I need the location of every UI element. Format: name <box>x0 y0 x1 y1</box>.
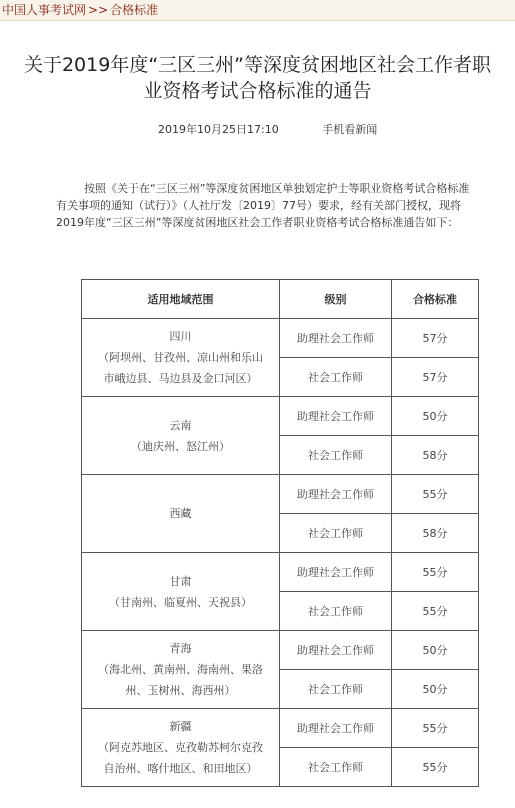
level-cell: 社会工作师 <box>280 592 392 631</box>
region-name: 四川 <box>169 330 192 343</box>
header-score: 合格标准 <box>392 280 479 319</box>
score-cell: 58分 <box>392 514 479 553</box>
level-cell: 助理社会工作师 <box>280 319 392 358</box>
region-cell <box>82 553 280 631</box>
breadcrumb-divider <box>0 20 515 21</box>
page-title: 关于2019年度“三区三州”等深度贫困地区社会工作者职业资格考试合格标准的通告 <box>23 54 492 102</box>
score-cell: 50分 <box>392 670 479 709</box>
article-paragraph: 按照《关于在“三区三州”等深度贫困地区单独划定护士等职业资格考试合格标准有关事项的通知（试行）》（人社厅发〔2019〕77号）要求，经有关部门授权，现将2019年度“三区三州”等深度贫困地区社会工作者职业资格考试合格标准通告如下： <box>56 182 470 229</box>
region-detail: （迪庆州、怒江州） <box>131 439 230 453</box>
region-name: 甘肃 <box>169 574 192 588</box>
region-cell <box>82 397 280 475</box>
level-cell: 社会工作师 <box>280 514 392 553</box>
score-cell: 55分 <box>392 592 479 631</box>
region-detail: （阿坝州、甘孜州、凉山州和乐山市峨边县、马边县及金口河区） <box>98 351 263 385</box>
header-region: 适用地域范围 <box>82 280 280 319</box>
table-row <box>82 631 479 670</box>
score-cell: 57分 <box>392 358 479 397</box>
score-cell: 55分 <box>392 475 479 514</box>
breadcrumb-home-link[interactable]: 中国人事考试网 <box>2 3 87 17</box>
level-cell: 助理社会工作师 <box>280 631 392 670</box>
region-cell <box>82 709 280 787</box>
header-level: 级别 <box>280 280 392 319</box>
level-cell: 助理社会工作师 <box>280 475 392 514</box>
standards-table <box>81 279 479 787</box>
publish-date: 2019年10月25日17:10 <box>158 123 279 136</box>
table-row <box>82 553 479 592</box>
breadcrumb <box>0 0 515 20</box>
score-cell: 55分 <box>392 709 479 748</box>
score-cell: 50分 <box>392 397 479 436</box>
region-cell <box>82 319 280 397</box>
article-meta <box>158 121 377 137</box>
region-cell <box>82 631 280 709</box>
level-cell: 助理社会工作师 <box>280 709 392 748</box>
level-cell: 助理社会工作师 <box>280 553 392 592</box>
level-cell: 社会工作师 <box>280 670 392 709</box>
region-name: 云南 <box>169 418 192 432</box>
level-cell: 社会工作师 <box>280 436 392 475</box>
score-cell: 58分 <box>392 436 479 475</box>
region-detail: （阿克苏地区、克孜勒苏柯尔克孜自治州、喀什地区、和田地区） <box>98 741 263 775</box>
score-cell: 55分 <box>392 553 479 592</box>
region-cell <box>82 475 280 553</box>
table-row <box>82 475 479 514</box>
level-cell: 助理社会工作师 <box>280 397 392 436</box>
table-row <box>82 319 479 358</box>
score-cell: 50分 <box>392 631 479 670</box>
region-name: 新疆 <box>169 720 192 733</box>
region-detail: （海北州、黄南州、海南州、果洛州、玉树州、海西州） <box>98 663 263 697</box>
table-header-row <box>82 280 479 319</box>
region-name: 西藏 <box>169 507 192 520</box>
mobile-news-link[interactable]: 手机看新闻 <box>322 123 378 136</box>
score-cell: 57分 <box>392 319 479 358</box>
table-row <box>82 709 479 748</box>
level-cell: 社会工作师 <box>280 748 392 787</box>
region-name: 青海 <box>169 642 192 655</box>
score-cell: 55分 <box>392 748 479 787</box>
table-row <box>82 397 479 436</box>
level-cell: 社会工作师 <box>280 358 392 397</box>
region-detail: （甘南州、临夏州、天祝县） <box>109 595 252 609</box>
breadcrumb-section-link[interactable]: 合格标准 <box>110 3 159 17</box>
breadcrumb-separator: >> <box>88 3 109 17</box>
